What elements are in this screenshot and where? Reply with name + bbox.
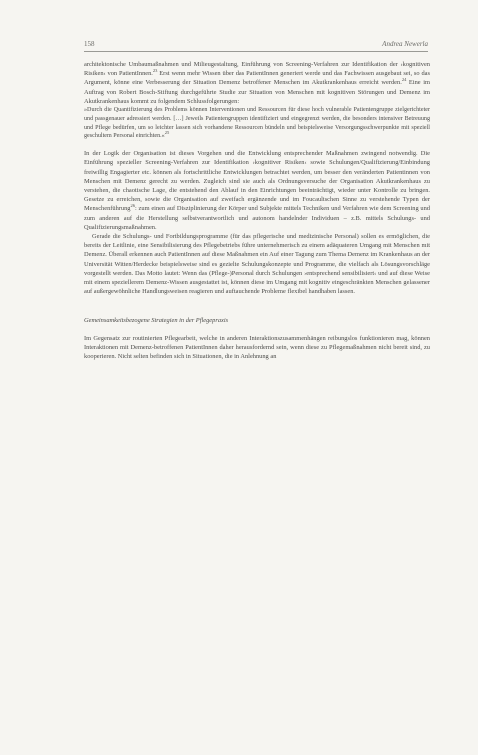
block-quote [84, 106, 430, 141]
section-subheading: Gemeinsamkeitsbezogene Strategien in der Pflegepraxis [84, 317, 229, 325]
paragraph-2 [84, 149, 430, 232]
block-quote-text: »Durch die Quantifizierung des Problems können Interventionen und Ressourcen für diese hoch vulnerable Patientengruppe zielgerichteter und passgenauer adressiert werden. […] Jeweils Patientengruppen identifiziert und eingegrenzt werden, die besonders intensiver Betreuung und Pflege bedürfen, um so leichter lassen sich vorhandene Ressourcen bündeln und beispielsweise Versorgungsschwerpunkte mit speziell geschultem Personal einrichten.« [84, 107, 430, 140]
footnote-ref-23: 23 [152, 68, 158, 74]
paragraph-4: Im Gegensatz zur routinierten Pflegearbeit, welche in anderen Interaktionszusammenhängen reibungslos funktionieren mag, können Interaktionen mit Demenz-betroffenen PatientInnen daher herausfordernd sein, wenn diese zu Pflegemaßnahmen nicht bereit sind, zu kooperieren. Nicht selten befinden sich in Situationen, die in Anlehnung an [84, 334, 430, 361]
spacer [84, 141, 430, 149]
running-head: Andrea Newerla [382, 40, 428, 48]
paragraph-1-cont: Erst wenn mehr Wissen über das PatientInnen generiert werde und das Fachwissen ausgebaut sei, so das Argument, könne eine Verbesserung der Situation Demenz betroffener Menschen im Akutkrankenhaus erreicht werden. [84, 70, 431, 87]
spacer [84, 326, 430, 334]
footnote-ref-25: 25 [164, 130, 170, 136]
paragraph-2-text: In der Logik der Organisation ist dieses Vorgehen und die Entwicklung entsprechender Maßnahmen zwingend notwendig. Die Einführung spezieller Screening-Verfahren zur Identifikation ›kognitiver Risiken‹ sowie Schulungen/Qualifizierung/Einbindung freiwillig Engagierter etc. können als fortschrittliche Entwicklungen betrachtet werden, um besser den veränderten Patientinnen von Menschen mit Demenz gerecht zu werden. Zugleich sind sie auch als Ordnungsversuche der Organisation Akutkrankenhaus zu verstehen, die chaotische Lage, die entstehend den Ablauf in den Einrichtungen beeinträchtigt, wieder unter Kontrolle zu bringen. Gesetze zu erreichen, sowie die Organisation auf zweifach ergänzende und im Foucaultschen Sinne zu verstehende Typen der Menschenführung [84, 150, 430, 213]
paragraph-2-tail: : zum einen auf Disziplinierung der Körper und Subjekte mittels Techniken und Verfahren wie dem Screening und zum anderen auf die Herstellung selbstverantwortlich und autonom handelnder Individuen – z.B. mittels Schulungs- und Qualifizierungsmaßnahmen. [84, 205, 430, 231]
spacer [84, 296, 430, 316]
paragraph-1-text: architektonische Umbaumaßnahmen und Milieugestaltung, Einführung von Screening-Verfahren zur Identifikation der ›kognitiven Risiken‹ von PatientInnen. [84, 61, 430, 78]
paragraph-1 [84, 60, 430, 106]
body-text [84, 60, 430, 361]
paragraph-3: Gerade die Schulungs- und Fortbildungsprogramme (für das pflegerische und medizinische Personal) sollen es ermöglichen, die bereits der Leitlinie, eine Sensibilisierung des Pflegebetriebs führe unternehmerisch zu einem adäquateren Umgang mit Menschen mit Demenz. Überall erkennen auch PatientInnen auf diese Maßnahmen ein Auf einer Tagung zum Thema Demenz im Krankenhaus an der Universität Witten/Herdecke beispielsweise sind es gezielte Schulungskonzepte und Programme, die vielfach als Lösungsvorschläge vorgestellt werden. Das Motto lautet: Wenn das (Pflege-)Personal durch Schulungen ›entsprechend sensibilisiert‹ und auf diese Weise mit einem speziellerem Demenz-Wissen ausgestattet ist, können diese im Umgang mit kognitiv eingeschränkten Menschen gelassener auf außergewöhnliche Handlungsweisen reagieren und auftauchende Probleme flexibel handhaben lassen. [84, 233, 430, 296]
page-number: 158 [84, 40, 95, 48]
paragraph-1-tail: Eine im Auftrag von Robert Bosch-Stiftung durchgeführte Studie zur Situation von Menschen mit kognitiven Störungen und Demenz im Akutkrankenhaus kommt zu folgendem Schlussfolgerungen: [84, 79, 431, 105]
header-rule [84, 51, 428, 52]
footnote-ref-26: 26 [130, 203, 135, 209]
footnote-ref-24: 24 [401, 77, 407, 83]
